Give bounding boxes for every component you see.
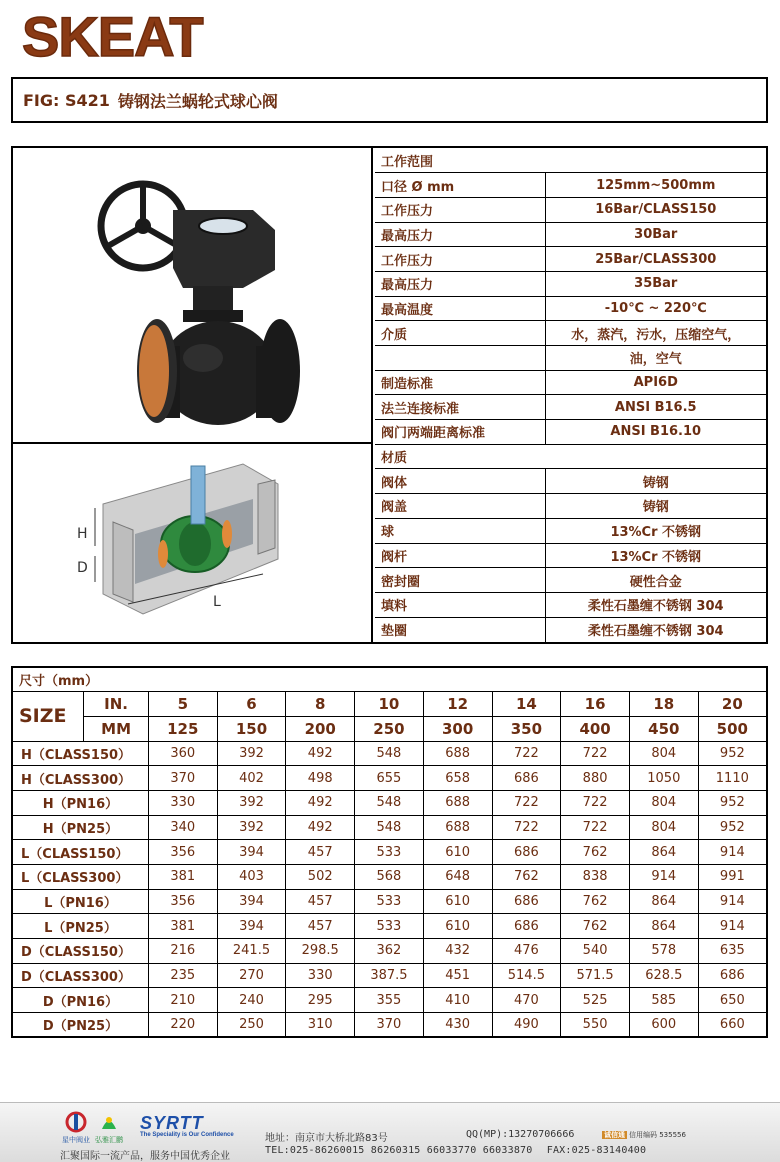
table-cell: 430 — [423, 1013, 492, 1038]
table-cell: 533 — [355, 914, 424, 939]
row-label: D（PN25） — [12, 1013, 148, 1038]
spec-value: 铸钢 — [545, 494, 766, 519]
spec-row — [375, 222, 766, 247]
table-cell: 492 — [286, 790, 355, 815]
spec-label: 口径 Ø mm — [375, 173, 545, 198]
logo-1-icon — [65, 1111, 87, 1133]
table-cell: 502 — [286, 865, 355, 890]
table-cell: 610 — [423, 889, 492, 914]
spec-value: 16Bar/CLASS150 — [545, 197, 766, 222]
spec-label: 阀体 — [375, 469, 545, 494]
table-cell: 804 — [629, 790, 698, 815]
table-row — [12, 741, 767, 766]
figure-name: 铸钢法兰蜗轮式球心阀 — [117, 91, 278, 111]
table-cell: 540 — [561, 939, 630, 964]
table-cell: 410 — [423, 988, 492, 1013]
table-cell: 310 — [286, 1013, 355, 1038]
spec-row — [375, 296, 766, 321]
spec-row — [375, 469, 766, 494]
spec-label: 最高压力 — [375, 271, 545, 296]
spec-value: API6D — [545, 370, 766, 395]
diagram-l-label: L — [213, 594, 221, 610]
table-cell: 270 — [217, 963, 286, 988]
table-cell: 635 — [698, 939, 767, 964]
spec-label: 垫圈 — [375, 617, 545, 642]
table-cell: 402 — [217, 766, 286, 791]
row-label: D（CLASS150） — [12, 939, 148, 964]
spec-row — [375, 617, 766, 642]
size-mm: 350 — [492, 716, 561, 741]
table-cell: 457 — [286, 840, 355, 865]
table-cell: 1110 — [698, 766, 767, 791]
table-cell: 210 — [148, 988, 217, 1013]
table-cell: 457 — [286, 889, 355, 914]
table-cell: 864 — [629, 840, 698, 865]
size-mm: 150 — [217, 716, 286, 741]
table-cell: 394 — [217, 889, 286, 914]
table-row — [12, 840, 767, 865]
logo-2-text: 弘雅汇鹏 — [95, 1136, 123, 1144]
row-label: L（PN25） — [12, 914, 148, 939]
spec-row — [375, 518, 766, 543]
table-cell: 1050 — [629, 766, 698, 791]
figure-code: FIG: S421 — [23, 90, 110, 110]
table-cell: 914 — [629, 865, 698, 890]
spec-label: 最高压力 — [375, 222, 545, 247]
row-label: L（CLASS300） — [12, 865, 148, 890]
mm-label: MM — [84, 716, 149, 741]
table-row — [12, 1013, 767, 1038]
spec-value: 25Bar/CLASS300 — [545, 247, 766, 272]
spec-value: 13%Cr 不锈钢 — [545, 518, 766, 543]
gear-operated-ball-valve-image — [13, 148, 371, 442]
table-cell: 387.5 — [355, 963, 424, 988]
table-cell: 356 — [148, 889, 217, 914]
spec-value: ANSI B16.5 — [545, 395, 766, 420]
logo-3-text: SYRTT — [140, 1113, 204, 1133]
footer-cert — [602, 1130, 686, 1140]
spec-value: 柔性石墨缠不锈钢 304 — [545, 592, 766, 617]
table-cell: 610 — [423, 914, 492, 939]
table-cell: 490 — [492, 1013, 561, 1038]
table-cell: 804 — [629, 741, 698, 766]
table-cell: 610 — [423, 840, 492, 865]
table-cell: 686 — [698, 963, 767, 988]
brand-logo: SKEAT — [22, 5, 203, 68]
size-mm: 500 — [698, 716, 767, 741]
size-inch: 18 — [629, 692, 698, 717]
table-cell: 235 — [148, 963, 217, 988]
table-cell: 241.5 — [217, 939, 286, 964]
table-cell: 864 — [629, 914, 698, 939]
table-cell: 362 — [355, 939, 424, 964]
table-cell: 403 — [217, 865, 286, 890]
size-mm: 200 — [286, 716, 355, 741]
table-cell: 914 — [698, 914, 767, 939]
table-cell: 360 — [148, 741, 217, 766]
spec-label: 密封圈 — [375, 568, 545, 593]
table-cell: 762 — [561, 840, 630, 865]
footer-qq: QQ(MP):13270706666 — [466, 1129, 575, 1140]
spec-label — [375, 346, 545, 371]
table-cell: 658 — [423, 766, 492, 791]
table-cell: 330 — [148, 790, 217, 815]
table-cell: 688 — [423, 741, 492, 766]
table-cell: 514.5 — [492, 963, 561, 988]
size-mm: 400 — [561, 716, 630, 741]
table-cell: 628.5 — [629, 963, 698, 988]
table-cell: 394 — [217, 914, 286, 939]
row-label: H（CLASS300） — [12, 766, 148, 791]
table-cell: 914 — [698, 889, 767, 914]
spec-table — [375, 148, 766, 642]
table-cell: 762 — [561, 914, 630, 939]
table-cell: 762 — [492, 865, 561, 890]
table-cell: 880 — [561, 766, 630, 791]
spec-row — [375, 197, 766, 222]
table-cell: 492 — [286, 815, 355, 840]
spec-row — [375, 494, 766, 519]
size-inch: 10 — [355, 692, 424, 717]
table-cell: 722 — [492, 741, 561, 766]
table-row — [12, 889, 767, 914]
table-row — [12, 815, 767, 840]
table-cell: 330 — [286, 963, 355, 988]
table-cell: 381 — [148, 914, 217, 939]
size-mm: 125 — [148, 716, 217, 741]
spec-label: 阀杆 — [375, 543, 545, 568]
table-row — [12, 939, 767, 964]
table-cell: 686 — [492, 914, 561, 939]
footer-fax: FAX:025-83140400 — [546, 1145, 647, 1156]
row-label: L（CLASS150） — [12, 840, 148, 865]
size-mm: 300 — [423, 716, 492, 741]
company-logo-2 — [95, 1111, 123, 1145]
table-cell: 914 — [698, 840, 767, 865]
spec-value: 125mm~500mm — [545, 173, 766, 198]
table-cell: 240 — [217, 988, 286, 1013]
spec-label: 填料 — [375, 592, 545, 617]
table-cell: 578 — [629, 939, 698, 964]
row-label: H（PN25） — [12, 815, 148, 840]
valve-photo — [13, 148, 373, 444]
size-inch: 14 — [492, 692, 561, 717]
table-cell: 381 — [148, 865, 217, 890]
spec-value: 柔性石墨缠不锈钢 304 — [587, 624, 724, 640]
table-cell: 533 — [355, 889, 424, 914]
table-cell: 548 — [355, 790, 424, 815]
spec-label: 工作压力 — [375, 197, 545, 222]
footer-tel: TEL:025-86260015 86260315 66033770 66033870 — [265, 1145, 533, 1156]
spec-value: 13%Cr 不锈钢 — [545, 543, 766, 568]
spec-value: 硬性合金 — [545, 568, 766, 593]
size-mm: 250 — [355, 716, 424, 741]
table-row — [12, 766, 767, 791]
logo-1-text: 星中阀业 — [62, 1136, 90, 1144]
footer-contact — [265, 1145, 646, 1156]
table-cell: 722 — [492, 790, 561, 815]
spec-row — [375, 592, 766, 617]
spec-row — [375, 247, 766, 272]
company-logo-3 — [140, 1113, 234, 1138]
table-cell: 655 — [355, 766, 424, 791]
table-cell: 370 — [355, 1013, 424, 1038]
table-cell: 457 — [286, 914, 355, 939]
dimensions-table — [11, 666, 768, 1038]
table-cell: 688 — [423, 815, 492, 840]
spec-label: 阀盖 — [375, 494, 545, 519]
table-cell: 722 — [561, 815, 630, 840]
valve-section-drawing — [13, 444, 373, 642]
size-inch: 12 — [423, 692, 492, 717]
table-cell: 838 — [561, 865, 630, 890]
spec-row — [375, 271, 766, 296]
table-cell: 952 — [698, 741, 767, 766]
table-cell: 686 — [492, 840, 561, 865]
size-inch: 5 — [148, 692, 217, 717]
table-cell: 394 — [217, 840, 286, 865]
size-inch: 20 — [698, 692, 767, 717]
table-cell: 864 — [629, 889, 698, 914]
spec-panel — [11, 146, 768, 644]
spec-label: 最高温度 — [375, 296, 545, 321]
spec-row — [375, 568, 766, 593]
spec-row — [375, 370, 766, 395]
spec-label: 介质 — [375, 321, 545, 346]
spec-label: 制造标准 — [375, 370, 545, 395]
cutaway-dimension-diagram — [13, 444, 371, 640]
table-row — [12, 865, 767, 890]
spec-row — [375, 420, 766, 445]
spec-label: 法兰连接标准 — [375, 395, 545, 420]
spec-row — [375, 173, 766, 198]
table-cell: 356 — [148, 840, 217, 865]
dimensions-caption: 尺寸（mm） — [12, 667, 767, 692]
table-cell: 548 — [355, 741, 424, 766]
table-cell: 216 — [148, 939, 217, 964]
table-row — [12, 988, 767, 1013]
table-cell: 392 — [217, 815, 286, 840]
cert-badge: 诚信通 — [604, 1131, 625, 1139]
size-mm: 450 — [629, 716, 698, 741]
spec-row — [375, 346, 766, 371]
spec-value: 30Bar — [545, 222, 766, 247]
table-cell: 298.5 — [286, 939, 355, 964]
table-cell: 600 — [629, 1013, 698, 1038]
footer-slogan: 汇聚国际一流产品，服务中国优秀企业 — [60, 1151, 230, 1162]
size-inch: 8 — [286, 692, 355, 717]
table-cell: 688 — [423, 790, 492, 815]
table-cell: 585 — [629, 988, 698, 1013]
row-label: D（PN16） — [12, 988, 148, 1013]
logo-3-tagline: The Speciality is Our Confidence — [140, 1132, 234, 1138]
table-cell: 650 — [698, 988, 767, 1013]
table-cell: 722 — [561, 790, 630, 815]
spec-section-heading: 工作范围 — [375, 148, 766, 173]
in-label: IN. — [84, 692, 149, 717]
footer — [0, 1102, 780, 1162]
table-cell: 533 — [355, 840, 424, 865]
table-cell: 476 — [492, 939, 561, 964]
spec-value: 35Bar — [545, 271, 766, 296]
table-cell: 686 — [492, 766, 561, 791]
table-row — [12, 790, 767, 815]
table-cell: 548 — [355, 815, 424, 840]
table-cell: 498 — [286, 766, 355, 791]
spec-value: 油，空气 — [545, 346, 766, 371]
diagram-d-label: D — [77, 560, 88, 576]
table-cell: 432 — [423, 939, 492, 964]
table-cell: 568 — [355, 865, 424, 890]
table-cell: 571.5 — [561, 963, 630, 988]
logo-2-icon — [98, 1111, 120, 1133]
spec-value: ANSI B16.10 — [545, 420, 766, 445]
table-cell: 722 — [561, 741, 630, 766]
spec-value: -10℃ ~ 220℃ — [545, 296, 766, 321]
table-cell: 392 — [217, 790, 286, 815]
size-inch: 6 — [217, 692, 286, 717]
table-cell: 250 — [217, 1013, 286, 1038]
row-label: H（CLASS150） — [12, 741, 148, 766]
table-cell: 340 — [148, 815, 217, 840]
spec-row — [375, 395, 766, 420]
table-cell: 648 — [423, 865, 492, 890]
table-cell: 686 — [492, 889, 561, 914]
table-row — [12, 963, 767, 988]
spec-row — [375, 543, 766, 568]
row-label: D（CLASS300） — [12, 963, 148, 988]
company-logo-1 — [62, 1111, 90, 1145]
table-cell: 660 — [698, 1013, 767, 1038]
table-cell: 762 — [561, 889, 630, 914]
footer-address: 地址：南京市大桥北路83号 — [265, 1133, 388, 1144]
spec-value: 铸钢 — [545, 469, 766, 494]
table-cell: 220 — [148, 1013, 217, 1038]
spec-label: 工作压力 — [375, 247, 545, 272]
spec-value: 水，蒸汽，污水，压缩空气， — [545, 321, 766, 346]
size-inch: 16 — [561, 692, 630, 717]
spec-section-heading: 材质 — [375, 444, 766, 469]
table-cell: 295 — [286, 988, 355, 1013]
table-cell: 492 — [286, 741, 355, 766]
spec-label: 阀门两端距离标准 — [375, 420, 545, 445]
table-cell: 470 — [492, 988, 561, 1013]
table-cell: 952 — [698, 790, 767, 815]
spec-label: 球 — [375, 518, 545, 543]
row-label: L（PN16） — [12, 889, 148, 914]
table-cell: 525 — [561, 988, 630, 1013]
table-cell: 804 — [629, 815, 698, 840]
table-cell: 550 — [561, 1013, 630, 1038]
size-label: SIZE — [12, 692, 84, 741]
cert-code: 信用编码 535556 — [629, 1131, 686, 1139]
row-label: H（PN16） — [12, 790, 148, 815]
table-cell: 355 — [355, 988, 424, 1013]
table-cell: 991 — [698, 865, 767, 890]
table-cell: 722 — [492, 815, 561, 840]
table-cell: 370 — [148, 766, 217, 791]
table-cell: 451 — [423, 963, 492, 988]
table-cell: 392 — [217, 741, 286, 766]
table-cell: 952 — [698, 815, 767, 840]
figure-title — [11, 77, 768, 123]
spec-row — [375, 321, 766, 346]
diagram-h-label: H — [77, 526, 88, 542]
table-row — [12, 914, 767, 939]
